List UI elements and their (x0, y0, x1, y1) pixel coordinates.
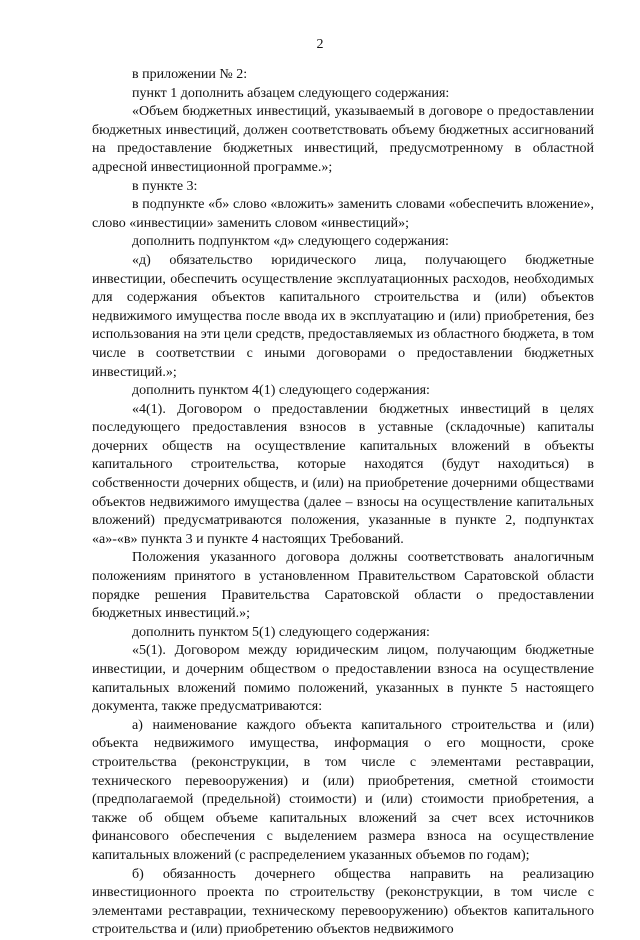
document-body (92, 66, 594, 940)
paragraph-item-1-text: «Объем бюджетных инвестиций, указываемый в договоре о предоставлении бюджетных инвестиций, должен соответствовать объему бюджетных ассигнований на предоставление бюджетных инвестиций, предусмотренному в областной адресной инвестиционной программе.»; (92, 104, 594, 175)
paragraph-item-4-1-intro: дополнить пунктом 4(1) следующего содержания: (132, 383, 430, 399)
paragraph-item-4-1-text: «4(1). Договором о предоставлении бюджетных инвестиций в целях последующего предоставления взносов в уставные (складочные) капиталы дочерних обществ на осуществление капитальных вложений в объекты капитального строительства, которые находятся (будут находиться) в собственности дочерних обществ, и (или) на приобретение дочерними обществами объектов недвижимого имущества (далее – взносы на осуществление капитальных вложений) предусматриваются положения, указанные в пункте 2, подпунктах «а»-«в» пункта 3 и пункте 4 настоящих Требований. (92, 401, 594, 547)
paragraph-subitem-b-obligation: б) обязанность дочернего общества направить на реализацию инвестиционного проекта по строительству (реконструкции, в том числе с элементами реставрации, техническому перевооружению) объектов капитального строительства и (или) приобретению объектов недвижимого (92, 866, 594, 938)
paragraph-item-3-intro: в пункте 3: (132, 178, 198, 194)
paragraph-subitem-b: в подпункте «б» слово «вложить» заменить словами «обеспечить вложение», слово «инвестиции» заменить словом «инвестиций»; (92, 197, 594, 231)
paragraph-subitem-a: а) наименование каждого объекта капитального строительства и (или) объекта недвижимого имущества, информация о его мощности, сроке строительства (реконструкции, в том числе с элементами реставрации, технического перевооружения) и (или) приобретения, сметной стоимости (предполагаемой (предельной) стоимости) и (или) стоимости приобретения, а также об общем объеме капитальных вложений за счет всех источников финансового обеспечения с выделением размера взноса на осуществление капитальных вложений (с распределением указанных объемов по годам); (92, 717, 594, 863)
page-number: 2 (316, 37, 324, 52)
paragraph-item-5-1-text: «5(1). Договором между юридическим лицом, получающим бюджетные инвестиции, и дочерним обществом о предоставлении взноса на осуществление капитальных вложений помимо положений, указанных в пункте 5 настоящего документа, также предусматриваются: (92, 643, 594, 715)
paragraph-item-1-intro: пункт 1 дополнить абзацем следующего содержания: (132, 85, 450, 101)
paragraph-subitem-d-text: «д) обязательство юридического лица, получающего бюджетные инвестиции, обеспечить осуществление эксплуатационных расходов, необходимых для содержания объектов капитального строительства и (или) объектов недвижимого имущества после ввода их в эксплуатацию и (или) приобретения, без использования на эти цели средств, предоставляемых из областного бюджета, в том числе в соответствии с иными договорами о предоставлении бюджетных инвестиций.»; (92, 252, 594, 380)
paragraph-agreement-provisions: Положения указанного договора должны соответствовать аналогичным положениям принятого в установленном Правительством Саратовской области порядке решения Правительства Саратовской области о предоставлении бюджетных инвестиций.»; (92, 550, 594, 622)
paragraph-subitem-d-intro: дополнить подпунктом «д» следующего содержания: (132, 234, 449, 250)
paragraph-appendix-2: в приложении № 2: (132, 67, 248, 82)
paragraph-item-5-1-intro: дополнить пунктом 5(1) следующего содержания: (132, 624, 430, 640)
